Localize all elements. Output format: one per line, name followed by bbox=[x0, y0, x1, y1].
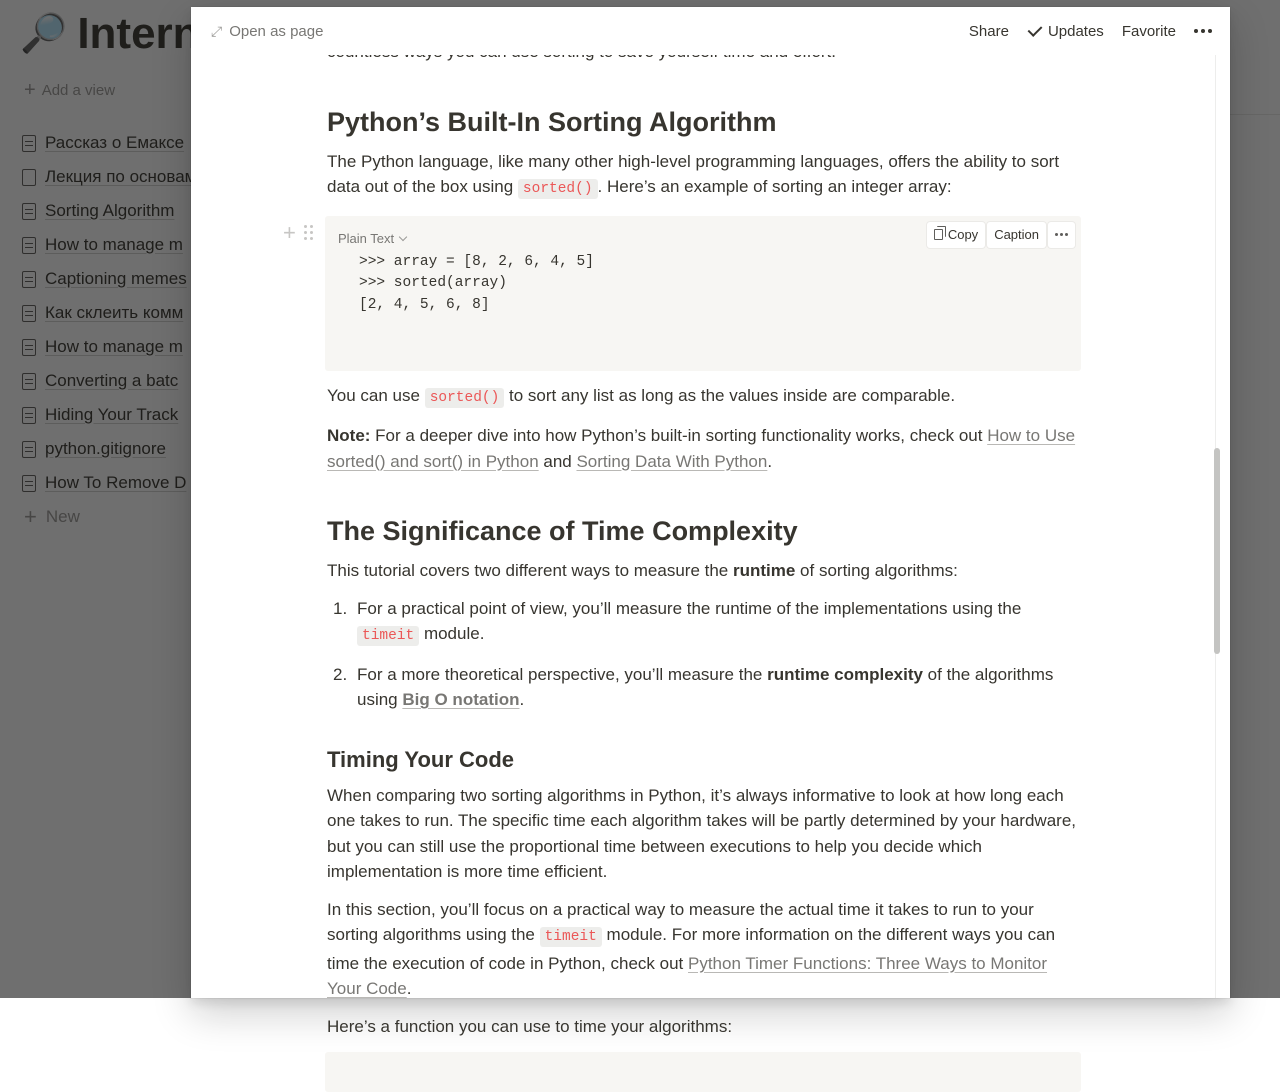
text: module. bbox=[419, 624, 485, 643]
note-label: Note: bbox=[327, 426, 371, 445]
text: You can use bbox=[327, 385, 425, 405]
text: . bbox=[406, 979, 412, 998]
heading-time-complexity: The Significance of Time Complexity bbox=[327, 516, 798, 546]
block-handle[interactable] bbox=[283, 219, 313, 245]
text: and bbox=[538, 451, 577, 471]
copy-code-button[interactable] bbox=[927, 222, 985, 248]
text: This tutorial covers two different ways to measure the bbox=[327, 561, 733, 580]
paragraph-runtime bbox=[327, 554, 1079, 588]
note-paragraph bbox=[327, 419, 1079, 478]
chevron-down-icon bbox=[399, 233, 407, 241]
open-as-page-button[interactable] bbox=[211, 23, 323, 40]
caption-button[interactable]: Caption bbox=[987, 222, 1046, 248]
open-as-page-label: Open as page bbox=[229, 22, 324, 40]
paragraph-function-intro: Here’s a function you can use to time your algorithms: bbox=[327, 1016, 733, 1036]
scrollbar[interactable] bbox=[1214, 55, 1220, 998]
text: In this section, you’ll focus on a practical way to measure the actual time it takes to run to your sorting algorithms using the bbox=[327, 899, 1034, 944]
paragraph-timeit bbox=[327, 893, 1079, 1006]
link-python-timer[interactable]: Python Timer Functions: Three Ways to Monitor Your Code bbox=[327, 953, 1048, 998]
page-peek-modal bbox=[191, 7, 1230, 1036]
list-item bbox=[327, 592, 1079, 654]
list-number: 1. bbox=[333, 598, 348, 618]
list-item bbox=[327, 658, 1079, 717]
paragraph-builtin bbox=[327, 145, 1079, 207]
code-block[interactable] bbox=[325, 1052, 1081, 1092]
link-sorted-and-sort[interactable]: How to Use sorted() and sort() in Python bbox=[327, 426, 1076, 471]
expand-icon: ⤢ bbox=[211, 22, 223, 39]
inline-code: sorted() bbox=[518, 179, 598, 199]
code-text[interactable]: >>> array = [8, 2, 6, 4, 5] >>> sorted(array) [2, 4, 5, 6, 8] bbox=[359, 253, 594, 313]
bold-text: runtime bbox=[732, 561, 796, 580]
text: For a more theoretical perspective, you’ll measure the bbox=[357, 664, 768, 684]
text: to sort any list as long as the values inside are comparable. bbox=[504, 385, 956, 405]
drag-handle-icon[interactable] bbox=[304, 225, 313, 240]
updates-button[interactable] bbox=[1027, 23, 1104, 40]
checkmark-icon bbox=[1028, 22, 1043, 37]
favorite-button[interactable]: Favorite bbox=[1121, 22, 1176, 40]
text: . Here’s an example of sorting an integer array: bbox=[597, 177, 952, 196]
heading-timing-code: Timing Your Code bbox=[327, 746, 515, 772]
code-block-toolbar bbox=[927, 222, 1075, 248]
updates-label: Updates bbox=[1047, 22, 1104, 40]
text: For a deeper dive into how Python’s built-in sorting functionality works, check out bbox=[370, 426, 988, 445]
text: of the algorithms using bbox=[357, 664, 1054, 709]
inline-code: sorted() bbox=[425, 388, 505, 408]
paragraph-sorted-usage bbox=[327, 379, 1079, 416]
paragraph-comparing: When comparing two sorting algorithms in Python, it’s always informative to look at how long each one takes to run. The specific time each algorithm takes will be partly determined by your hardware, but you can still use the proportional time between executions to help you decide which implementation is more time efficient. bbox=[327, 785, 1076, 881]
text: of sorting algorithms: bbox=[795, 561, 958, 580]
share-button[interactable]: Share bbox=[968, 22, 1009, 40]
more-horizontal-icon bbox=[1194, 29, 1212, 33]
text: . bbox=[519, 690, 525, 709]
text: module. For more information on the different ways you can time the execution of code in Python, check out bbox=[327, 925, 1056, 973]
article-content bbox=[283, 35, 1079, 1092]
code-block[interactable] bbox=[283, 216, 1081, 371]
copy-label: Copy bbox=[947, 226, 979, 242]
more-options-button[interactable] bbox=[1194, 29, 1212, 33]
scrollbar-thumb[interactable] bbox=[1214, 448, 1220, 654]
copy-icon bbox=[934, 229, 943, 240]
link-sorting-data[interactable]: Sorting Data With Python bbox=[576, 451, 768, 471]
modal-topbar bbox=[191, 7, 1230, 55]
link-big-o[interactable]: Big O notation bbox=[402, 690, 520, 709]
more-horizontal-icon bbox=[1055, 233, 1068, 236]
bold-text: runtime complexity bbox=[767, 664, 923, 684]
topbar-actions bbox=[969, 23, 1212, 40]
list-number: 2. bbox=[333, 664, 348, 684]
numbered-list bbox=[327, 592, 1079, 717]
text: The Python language, like many other high-level programming languages, offers the ability to sort data out of the box using bbox=[327, 151, 1060, 196]
inline-code: timeit bbox=[540, 927, 602, 947]
code-language-label: Plain Text bbox=[338, 230, 395, 246]
code-language-select[interactable] bbox=[338, 226, 406, 252]
heading-builtin-sorting: Python’s Built-In Sorting Algorithm bbox=[327, 106, 777, 137]
add-block-icon[interactable]: + bbox=[283, 219, 296, 245]
code-more-button[interactable] bbox=[1048, 222, 1075, 248]
inline-code: timeit bbox=[357, 626, 419, 646]
text: . bbox=[767, 451, 773, 471]
text: For a practical point of view, you’ll measure the runtime of the implementations using the bbox=[357, 598, 1022, 618]
